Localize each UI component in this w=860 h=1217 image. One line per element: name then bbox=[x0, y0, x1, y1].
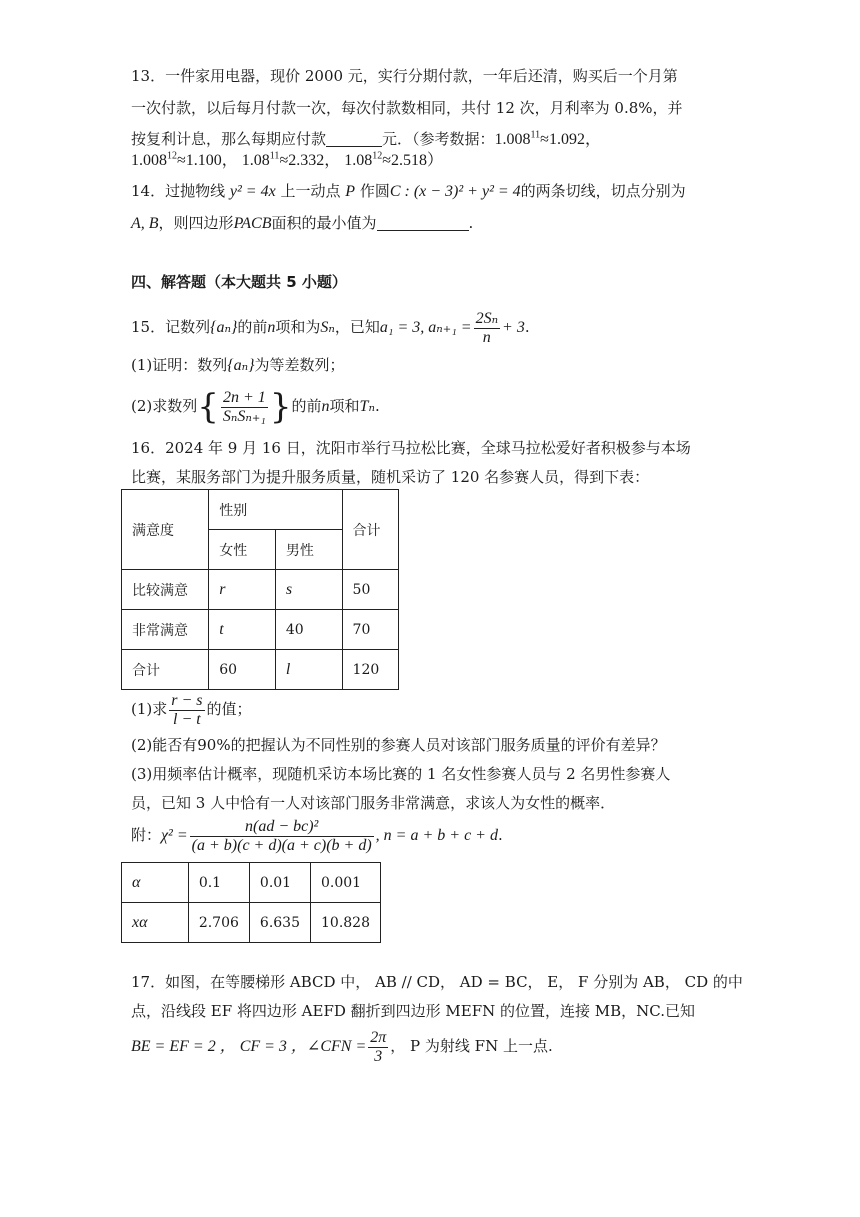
q13-line-1: 13．一件家用电器，现价 2000 元，实行分期付款，一年后还清，购买后一个月第 bbox=[131, 67, 678, 85]
q13-ref4: $1.08^{12}\approx 2.518$） bbox=[344, 150, 444, 169]
circle-equation: C : (x − 3)² + y² = 4 bbox=[389, 183, 521, 200]
chi-square-formula: 附：χ² = $\frac{\text{n(ad − bc)²}}{(a + b)(c + d)(a + c)(b + d)}$ , n = a + b + c + d. bbox=[131, 817, 503, 854]
section-heading: 四、解答题（本大题共 5 小题） bbox=[131, 273, 347, 291]
q15-part-2: (2)求数列{ $\frac{2n + 1}{\text{SₙSₙ₊₁}}$ }的前n项和Tₙ. bbox=[131, 387, 380, 427]
q14-line-2: A, B，则四边形PACB面积的最小值为 . bbox=[131, 214, 474, 232]
q13-ref1: $1.008^{11}\approx 1.092$， bbox=[494, 129, 601, 148]
header-gender: 性别 bbox=[209, 490, 342, 530]
header-male: 男性 bbox=[275, 530, 342, 570]
header-satisfaction: 满意度 bbox=[122, 490, 209, 570]
q15-part-1: (1)证明：数列{aₙ}为等差数列； bbox=[131, 356, 345, 374]
critical-value-table bbox=[121, 862, 381, 943]
q17-line-2: 点，沿线段 EF 将四边形 AEFD 翻折到四边形 MEFN 的位置，连接 MB，NC.已知 bbox=[131, 1002, 696, 1020]
q16-part-3-line-1: (3)用频率估计概率，现随机采访本场比赛的 1 名女性参赛人员与 2 名男性参赛人 bbox=[131, 765, 671, 783]
satisfaction-table bbox=[121, 489, 399, 690]
q13-ref3: $1.08^{11}\approx 2.332$， bbox=[241, 150, 341, 169]
q16-fraction: $\frac{r - s}{l - t}$ bbox=[171, 691, 203, 728]
q13-line-2: 一次付款，以后每月付款一次，每次付款数相同，共付 12 次，月利率为 0.8%，并 bbox=[131, 99, 683, 117]
table-row: α 0.1 0.01 0.001 bbox=[122, 863, 381, 903]
q16-part-1: (1)求 $\frac{r - s}{l - t}$ 的值； bbox=[131, 691, 252, 728]
q13-answer-blank[interactable] bbox=[326, 132, 382, 147]
q14-answer-blank[interactable] bbox=[377, 216, 469, 231]
q17-line-3: BE = EF = 2 ， CF = 3 ，∠CFN = $\frac{2\pi}{3}$ ， P 为射线 FN 上一点. bbox=[131, 1028, 553, 1065]
header-total: 合计 bbox=[342, 490, 398, 570]
table-row: 合计 60 l 120 bbox=[122, 650, 399, 690]
header-female: 女性 bbox=[209, 530, 276, 570]
q15-line-1: 15．记数列{aₙ}的前n项和为Sₙ，已知a₁ = 3, aₙ₊₁ = $\frac{\text{2Sₙ}}{n}$ + 3. bbox=[131, 309, 530, 346]
q13-line-3 bbox=[131, 129, 601, 150]
q17-line-1: 17．如图，在等腰梯形 ABCD 中， AB // CD， AD = BC， E， F 分别为 AB， CD 的中 bbox=[131, 973, 743, 991]
table-row: 非常满意 t 40 70 bbox=[122, 610, 399, 650]
q15-part2-fraction: $\frac{2n + 1}{\text{SₙSₙ₊₁}}$ bbox=[222, 388, 266, 425]
q16-line-1: 16．2024 年 9 月 16 日，沈阳市举行马拉松比赛，全球马拉松爱好者积极参与本场 bbox=[131, 439, 691, 457]
table-row: 比较满意 r s 50 bbox=[122, 570, 399, 610]
q13-ref-label: 元．（参考数据： bbox=[382, 130, 495, 148]
q13-line-4 bbox=[131, 151, 443, 171]
table-row: xα 2.706 6.635 10.828 bbox=[122, 903, 381, 943]
q16-part-3-line-2: 员，已知 3 人中恰有一人对该部门服务非常满意，求该人为女性的概率． bbox=[131, 794, 616, 812]
q16-line-2: 比赛，某服务部门为提升服务质量，随机采访了 120 名参赛人员，得到下表： bbox=[131, 468, 650, 486]
q14-line-1: 14．过抛物线 y² = 4x 上一动点 P 作圆C : (x − 3)² + y² = 4的两条切线，切点分别为 bbox=[131, 182, 686, 200]
parabola-equation: y² = 4x bbox=[229, 183, 276, 200]
q13-text: 按复利计息，那么每期应付款 bbox=[131, 130, 327, 148]
q13-ref2: $1.008^{12}\approx 1.100$， bbox=[131, 150, 238, 169]
q17-fraction: $\frac{2\pi}{3}$ bbox=[370, 1028, 387, 1065]
chi-square-fraction: $\frac{\text{n(ad − bc)²}}{(a + b)(c + d)(a + c)(b + d)}$ bbox=[191, 817, 372, 854]
q16-part-2: (2)能否有90%的把握认为不同性别的参赛人员对该部门服务质量的评价有差异？ bbox=[131, 736, 666, 754]
q15-fraction: $\frac{\text{2Sₙ}}{n}$ bbox=[475, 309, 499, 346]
